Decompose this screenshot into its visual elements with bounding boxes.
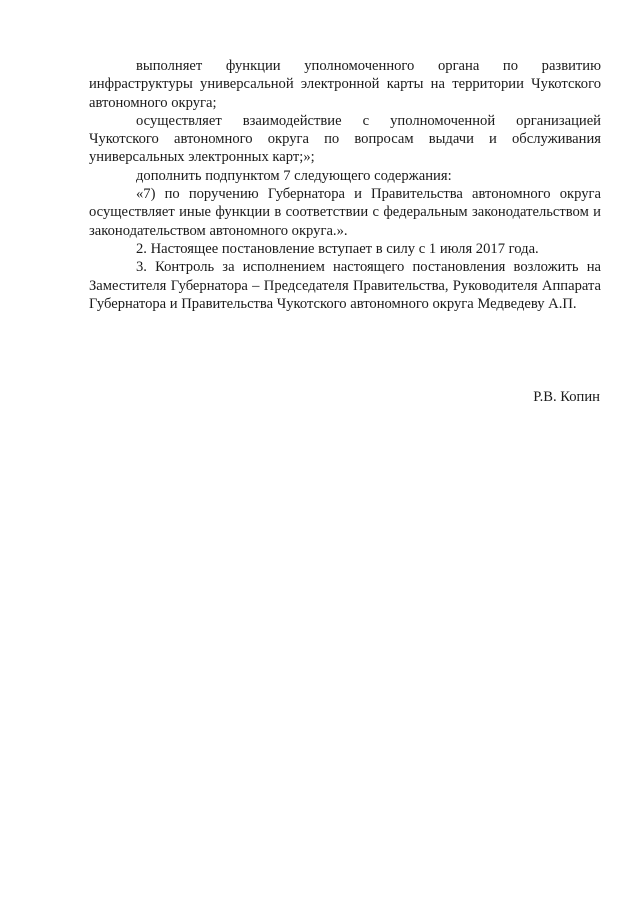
paragraph-control: 3. Контроль за исполнением настоящего постановления возложить на Заместителя Губернатора – Председателя Правительства, Руководителя Аппарата Губернатора и Правительства Чукотского автономного округа Медведеву А.П. — [89, 259, 601, 312]
signature: Р.В. Копин — [533, 389, 600, 405]
paragraph-effective-date: 2. Настоящее постановление вступает в силу с 1 июля 2017 года. — [136, 240, 539, 257]
paragraph-interaction: осуществляет взаимодействие с уполномоченной организацией Чукотского автономного округа по вопросам выдачи и обслуживания универсальных электронных карт;»; — [89, 112, 601, 166]
paragraph-add-subitem: дополнить подпунктом 7 следующего содержания: — [136, 167, 452, 184]
paragraph-subitem-7: «7) по поручению Губернатора и Правительства автономного округа осуществляет иные функции в соответствии с федеральным законодательством и законодательством автономного округа.». — [89, 186, 601, 239]
document-body — [89, 57, 601, 313]
paragraph-ugc-infrastructure: выполняет функции уполномоченного органа по развитию инфраструктуры универсальной электронной карты на территории Чукотского автономного округа; — [89, 58, 601, 111]
